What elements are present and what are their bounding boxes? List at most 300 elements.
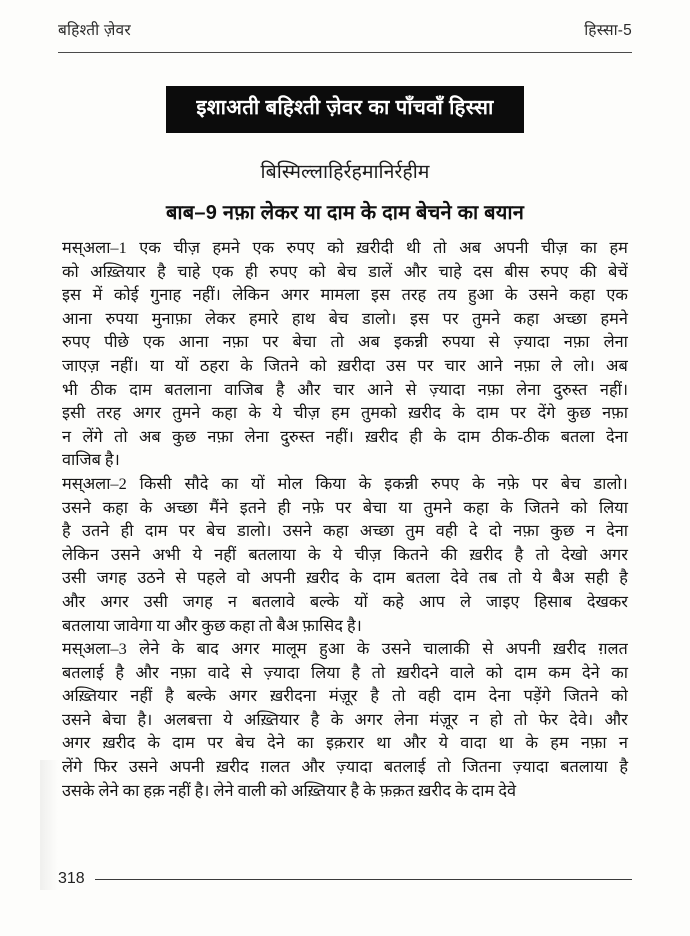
text-word: हम (331, 403, 350, 423)
text-word: दुरुस्त (280, 426, 315, 446)
text-word: एक (139, 238, 161, 257)
text-line (62, 590, 628, 614)
text-word: उतने (82, 521, 110, 541)
text-line: वाजिब है। (62, 450, 120, 470)
text-word: दाम (144, 521, 168, 541)
text-word: कितने (393, 544, 429, 564)
text-word: पर (207, 733, 224, 753)
text-word: कहा (463, 497, 489, 517)
text-word: नफ़ा (207, 426, 234, 446)
text-word: चीज़ (173, 238, 200, 257)
text-word: रुपए (62, 332, 90, 352)
text-word: से (241, 662, 253, 682)
text-word: न (585, 521, 595, 541)
text-word: अब (358, 332, 380, 352)
page-number: 318 (58, 870, 85, 887)
text-word: देवे (450, 568, 469, 588)
text-word: था (498, 733, 514, 753)
text-word: उसी (143, 591, 168, 611)
text-word: तो (433, 238, 447, 257)
text-word: बतलाना (164, 379, 212, 399)
text-word: को (62, 261, 79, 281)
text-word: बेचा (102, 709, 127, 729)
text-word: दाम (453, 686, 476, 706)
text-word: अपनी (493, 238, 529, 257)
text-word: बतलाई (383, 757, 426, 777)
text-word: तो (330, 332, 344, 352)
text-word: पर (335, 497, 352, 517)
text-word: की (579, 261, 597, 281)
text-word: अपनी (505, 639, 541, 659)
text-word: सही (584, 568, 609, 588)
text-word: पीछे (104, 332, 129, 352)
text-line (62, 543, 628, 567)
text-word: के (525, 733, 539, 753)
text-line (62, 401, 628, 425)
text-word: है (514, 544, 524, 564)
text-word: के (504, 285, 518, 305)
text-word: इस (371, 285, 391, 305)
text-word: जाएज़ (62, 355, 100, 375)
text-word: बाद (196, 639, 219, 659)
text-word: से (405, 379, 417, 399)
text-word: है (310, 709, 320, 729)
text-word: के (147, 733, 161, 753)
text-word: थी (405, 238, 421, 257)
page-footer (58, 870, 632, 888)
text-word: उसने (62, 497, 91, 517)
text-word: न (227, 591, 237, 611)
text-word: हम (550, 733, 569, 753)
text-word: एक (252, 238, 274, 257)
text-word: के (308, 544, 321, 564)
text-line (62, 684, 628, 708)
text-word: तुम (405, 521, 425, 541)
footer-divider-rule (95, 879, 632, 880)
text-word: उसने (62, 709, 91, 729)
text-word: दस (473, 261, 493, 281)
text-word: नफ़ा (170, 662, 197, 682)
text-word: ख़रीद (102, 733, 136, 753)
text-word: के (349, 568, 363, 588)
text-word: दुरुस्त (553, 379, 588, 399)
text-word: पर (417, 355, 434, 375)
text-word: हुआ (319, 639, 345, 659)
text-word: एक (211, 261, 234, 281)
text-word: नफ़ा (602, 403, 628, 423)
text-word: अगर (354, 709, 383, 729)
text-word: बतलाया (248, 544, 296, 564)
text-word: के (240, 355, 253, 375)
paragraph-masala-1 (62, 236, 628, 472)
text-word: के (433, 426, 447, 446)
text-word: हाथ (291, 308, 316, 328)
text-word: है (619, 757, 628, 777)
text-word: ख़रीद (469, 544, 503, 564)
text-word: पर (178, 521, 195, 541)
text-word: दाम (457, 426, 481, 446)
text-word: अच्छा (163, 497, 198, 517)
text-word: वाजिब (224, 379, 264, 399)
text-word: अलबत्ता (163, 709, 212, 729)
text-word: नफ़ा (477, 379, 504, 399)
text-word: आना (178, 332, 209, 352)
text-word: बतलावे (251, 591, 295, 611)
text-word: सौदे (184, 473, 209, 493)
text-word: लो। (573, 355, 595, 375)
text-word: ठीक-ठीक (491, 426, 550, 446)
text-word: रुपया (441, 332, 475, 352)
text-word: यों (250, 473, 265, 493)
text-word: कहा (323, 521, 349, 541)
page-title: इशाअती बहिश्ती ज़ेवर का पाँचवाँ हिस्सा (166, 86, 523, 133)
text-word: कहे (382, 591, 404, 611)
text-word: बेच (206, 521, 226, 541)
text-word: के (500, 497, 513, 517)
text-word: पर (262, 332, 279, 352)
text-word: ये (272, 403, 282, 423)
text-word: तरह (401, 285, 427, 305)
text-word: ही (277, 497, 291, 517)
text-word: जितने (524, 497, 560, 517)
text-word: ये (532, 568, 542, 588)
text-word: तरह (96, 403, 122, 423)
text-word: बेचें (608, 261, 628, 281)
text-word: ग़लत (260, 757, 290, 777)
text-word: मस्अला–3 (62, 639, 127, 659)
text-line (62, 708, 628, 732)
running-header-book-title: बहिश्ती ज़ेवर (58, 22, 131, 39)
text-word: के (139, 497, 153, 517)
text-line: उसके लेने का हक़ नहीं है। लेने वाली को अख़्तियार है के फ़क़त ख़रीद के दाम देवे (62, 780, 517, 800)
text-word: अख़्तियार (62, 686, 118, 706)
text-word: तुमने (172, 403, 201, 423)
text-word: या (150, 355, 164, 375)
text-word: ग़लत (598, 639, 628, 659)
text-word: का (297, 733, 314, 753)
text-word: ये (223, 709, 233, 729)
text-word: लेंगे (62, 757, 83, 777)
text-word: नफ़े (497, 473, 520, 493)
text-word: बैअ (552, 568, 575, 588)
text-word: है (619, 568, 628, 588)
text-word: अख़्तियार (90, 261, 146, 281)
text-word: है (157, 261, 166, 281)
text-word: लेने (139, 639, 160, 659)
text-word: ही (409, 426, 423, 446)
text-word: को (485, 662, 503, 682)
text-word: अगर (280, 285, 309, 305)
text-word: के (472, 473, 485, 493)
scan-gutter-shadow (40, 760, 58, 890)
text-word: लेना (393, 709, 419, 729)
text-word: हुआ (468, 285, 494, 305)
text-word: इकन्नी (393, 332, 428, 352)
text-word: अभी (152, 544, 181, 564)
text-word: अगर (599, 544, 628, 564)
text-word: नफ़ा (513, 355, 540, 375)
text-word: उसने (528, 285, 558, 305)
text-word: यों (174, 355, 189, 375)
text-word: देने (267, 733, 285, 753)
text-word: देना (605, 426, 628, 446)
text-word: इक़रार (325, 733, 365, 753)
text-word: फिर (93, 757, 118, 777)
text-word: न (469, 709, 479, 729)
text-word: ख़रीदना (269, 686, 317, 706)
text-word: ज़्यादा (429, 379, 466, 399)
text-word: तो (391, 686, 406, 706)
text-word: नफ़ा (513, 521, 540, 541)
text-word: देंगे (537, 403, 556, 423)
text-line (62, 755, 628, 779)
text-word: है। (137, 709, 153, 729)
text-word: रुपए (286, 238, 315, 257)
text-word: में (92, 285, 103, 305)
text-word: से (488, 332, 500, 352)
text-line (62, 731, 628, 755)
text-word: के (248, 403, 261, 423)
text-word: ज़्यादा (512, 757, 549, 777)
text-word: नहीं (130, 686, 153, 706)
text-word: जगह (96, 568, 127, 588)
header-divider-rule (58, 52, 632, 53)
text-word: चीज़ (541, 238, 568, 257)
text-word: की (440, 544, 458, 564)
text-word: ठीक (90, 379, 117, 399)
text-word: हमने (212, 238, 240, 257)
text-word: नहीं। (110, 355, 139, 375)
text-word: उसी (62, 568, 87, 588)
text-word: लेकर (205, 308, 236, 328)
text-word: था (376, 733, 391, 753)
text-word: मामला (320, 285, 360, 305)
text-word: नहीं। (599, 379, 628, 399)
text-word: ख़रीदने (396, 662, 439, 682)
text-word: लेना (516, 379, 541, 399)
text-line (62, 354, 628, 378)
text-word: कहा (569, 285, 595, 305)
text-word: बतला (406, 568, 440, 588)
text-word: कुछ (172, 426, 196, 446)
text-line (62, 236, 628, 260)
text-word: है (165, 686, 174, 706)
text-word: तुमने (472, 308, 501, 328)
text-word: मंज़ूर (429, 709, 459, 729)
text-word: लेना (603, 332, 628, 352)
text-word: ले (551, 355, 563, 375)
text-word: देने (582, 662, 600, 682)
text-line (62, 496, 628, 520)
running-header (58, 22, 632, 54)
text-word: चीज़ (354, 544, 382, 564)
text-word: बेच (235, 733, 255, 753)
text-word: कम (548, 662, 571, 682)
text-word: अगर (100, 591, 129, 611)
text-word: डालो। (361, 308, 397, 328)
text-word: के (356, 639, 370, 659)
text-word: ही (120, 521, 134, 541)
text-word: अब (138, 426, 161, 446)
text-word: आना (62, 308, 92, 328)
text-word: और (62, 591, 86, 611)
text-word: ख़रीदी (356, 238, 394, 257)
text-word: नफ़ा (563, 332, 590, 352)
title-banner-container (0, 86, 690, 133)
text-word: तब (478, 568, 498, 588)
text-word: अगर (231, 639, 260, 659)
text-word: बल्के (186, 686, 216, 706)
text-word: पहले (197, 568, 226, 588)
text-word: को (309, 355, 327, 375)
text-word: ही (244, 261, 258, 281)
text-word: का (221, 473, 239, 493)
text-word: के (330, 709, 344, 729)
text-word: पड़ेंगे (523, 686, 551, 706)
text-word: अगर (132, 403, 161, 423)
text-word: ये (332, 544, 343, 564)
text-word: है (62, 521, 71, 541)
text-word: डालें (368, 261, 393, 281)
text-word: अब (606, 355, 628, 375)
text-line (62, 472, 628, 496)
text-word: लिया (599, 497, 628, 517)
text-word: गुनाह (150, 285, 182, 305)
text-word: उसने (128, 757, 158, 777)
text-word: मैंने (209, 497, 229, 517)
text-word: किया (315, 473, 346, 493)
text-word: को (611, 686, 628, 706)
text-word: जितने (563, 686, 599, 706)
text-word: बेचा (292, 332, 317, 352)
text-word: ठहरा (199, 355, 229, 375)
text-word: को (327, 238, 344, 257)
text-word: तो (114, 426, 128, 446)
text-word: एक (606, 285, 628, 305)
text-word: पर (442, 308, 459, 328)
text-word: मोल (277, 473, 303, 493)
text-word: चाहे (177, 261, 201, 281)
text-word: अच्छा (552, 308, 587, 328)
text-word: ख़रीद (553, 639, 586, 659)
text-word: लेकिन (232, 285, 270, 305)
text-word: हमने (600, 308, 628, 328)
text-word: लेकिन (62, 544, 99, 564)
text-line (62, 260, 628, 284)
text-word: बल्के (309, 591, 340, 611)
text-word: भी (62, 379, 78, 399)
text-word: तो (535, 544, 549, 564)
text-word: न (62, 426, 72, 446)
text-word: कोई (113, 285, 139, 305)
text-word: इकन्नी (384, 473, 419, 493)
text-word: इतने (239, 497, 267, 517)
text-word: बेच (560, 473, 581, 493)
text-line (62, 661, 628, 685)
text-word: पर (510, 403, 527, 423)
text-word: उसने (111, 544, 140, 564)
text-word: ले (459, 591, 471, 611)
text-line (62, 519, 628, 543)
text-word: कहा (102, 497, 128, 517)
text-word: नहीं (214, 544, 237, 564)
text-word: मालूम (271, 639, 307, 659)
text-word: और (297, 379, 321, 399)
text-word: से (175, 568, 187, 588)
text-word: बेचा (362, 497, 387, 517)
text-word: जितने (263, 355, 299, 375)
text-word: तुमको (361, 403, 397, 423)
text-word: को (570, 497, 588, 517)
text-word: यों (354, 591, 368, 611)
text-word: हिसाब (534, 591, 572, 611)
text-word: नहीं। (325, 426, 354, 446)
text-word: वादा (460, 733, 487, 753)
text-word: ख़रीद (306, 568, 339, 588)
text-word: जगह (182, 591, 213, 611)
text-line (62, 637, 628, 661)
text-line (62, 566, 628, 590)
text-word: अपनी (260, 568, 296, 588)
text-word: डालो। (237, 521, 272, 541)
text-word: कुछ (566, 403, 591, 423)
text-word: उसने (282, 521, 312, 541)
text-word: तुमने (423, 497, 452, 517)
text-word: को (308, 261, 326, 281)
text-word: चालाकी (423, 639, 470, 659)
text-word: हम (609, 238, 628, 257)
text-word: ज़्यादा (336, 757, 373, 777)
text-word: तो (508, 568, 522, 588)
text-word: दाम (129, 379, 152, 399)
text-word: इस (409, 308, 429, 328)
paragraph-masala-2 (62, 472, 628, 637)
text-line (62, 378, 628, 402)
text-word: लिया (311, 662, 340, 682)
text-word: हो (489, 709, 503, 729)
text-word: अगर (228, 686, 258, 706)
text-word: जितना (462, 757, 502, 777)
text-word: दाम (172, 733, 195, 753)
text-word: अब (459, 238, 481, 257)
text-word: दाम (372, 568, 396, 588)
text-word: वही (435, 521, 458, 541)
text-word: नफ़ा (580, 733, 607, 753)
text-word: एक (143, 332, 165, 352)
text-word: रुपया (105, 308, 139, 328)
text-word: उठने (137, 568, 165, 588)
text-word: वादे (207, 662, 230, 682)
text-word: अख़्तियार (243, 709, 300, 729)
text-word: मस्अला–1 (62, 238, 127, 257)
text-word: देवे। (569, 709, 594, 729)
text-word: लेना (244, 426, 269, 446)
text-word: बेच (337, 261, 357, 281)
text-word: और (301, 757, 325, 777)
text-word: जाइए (486, 591, 520, 611)
text-word: ये (192, 544, 202, 564)
text-word: बीस (504, 261, 529, 281)
text-word: ख़रीद (215, 757, 249, 777)
text-word: वाले (450, 662, 475, 682)
text-word: दे (468, 521, 478, 541)
text-word: ख़रीद (365, 426, 398, 446)
text-word: चाहे (438, 261, 462, 281)
text-word: के (171, 639, 185, 659)
text-word: के (358, 473, 372, 493)
text-word: से (482, 639, 494, 659)
text-word: आप (419, 591, 445, 611)
